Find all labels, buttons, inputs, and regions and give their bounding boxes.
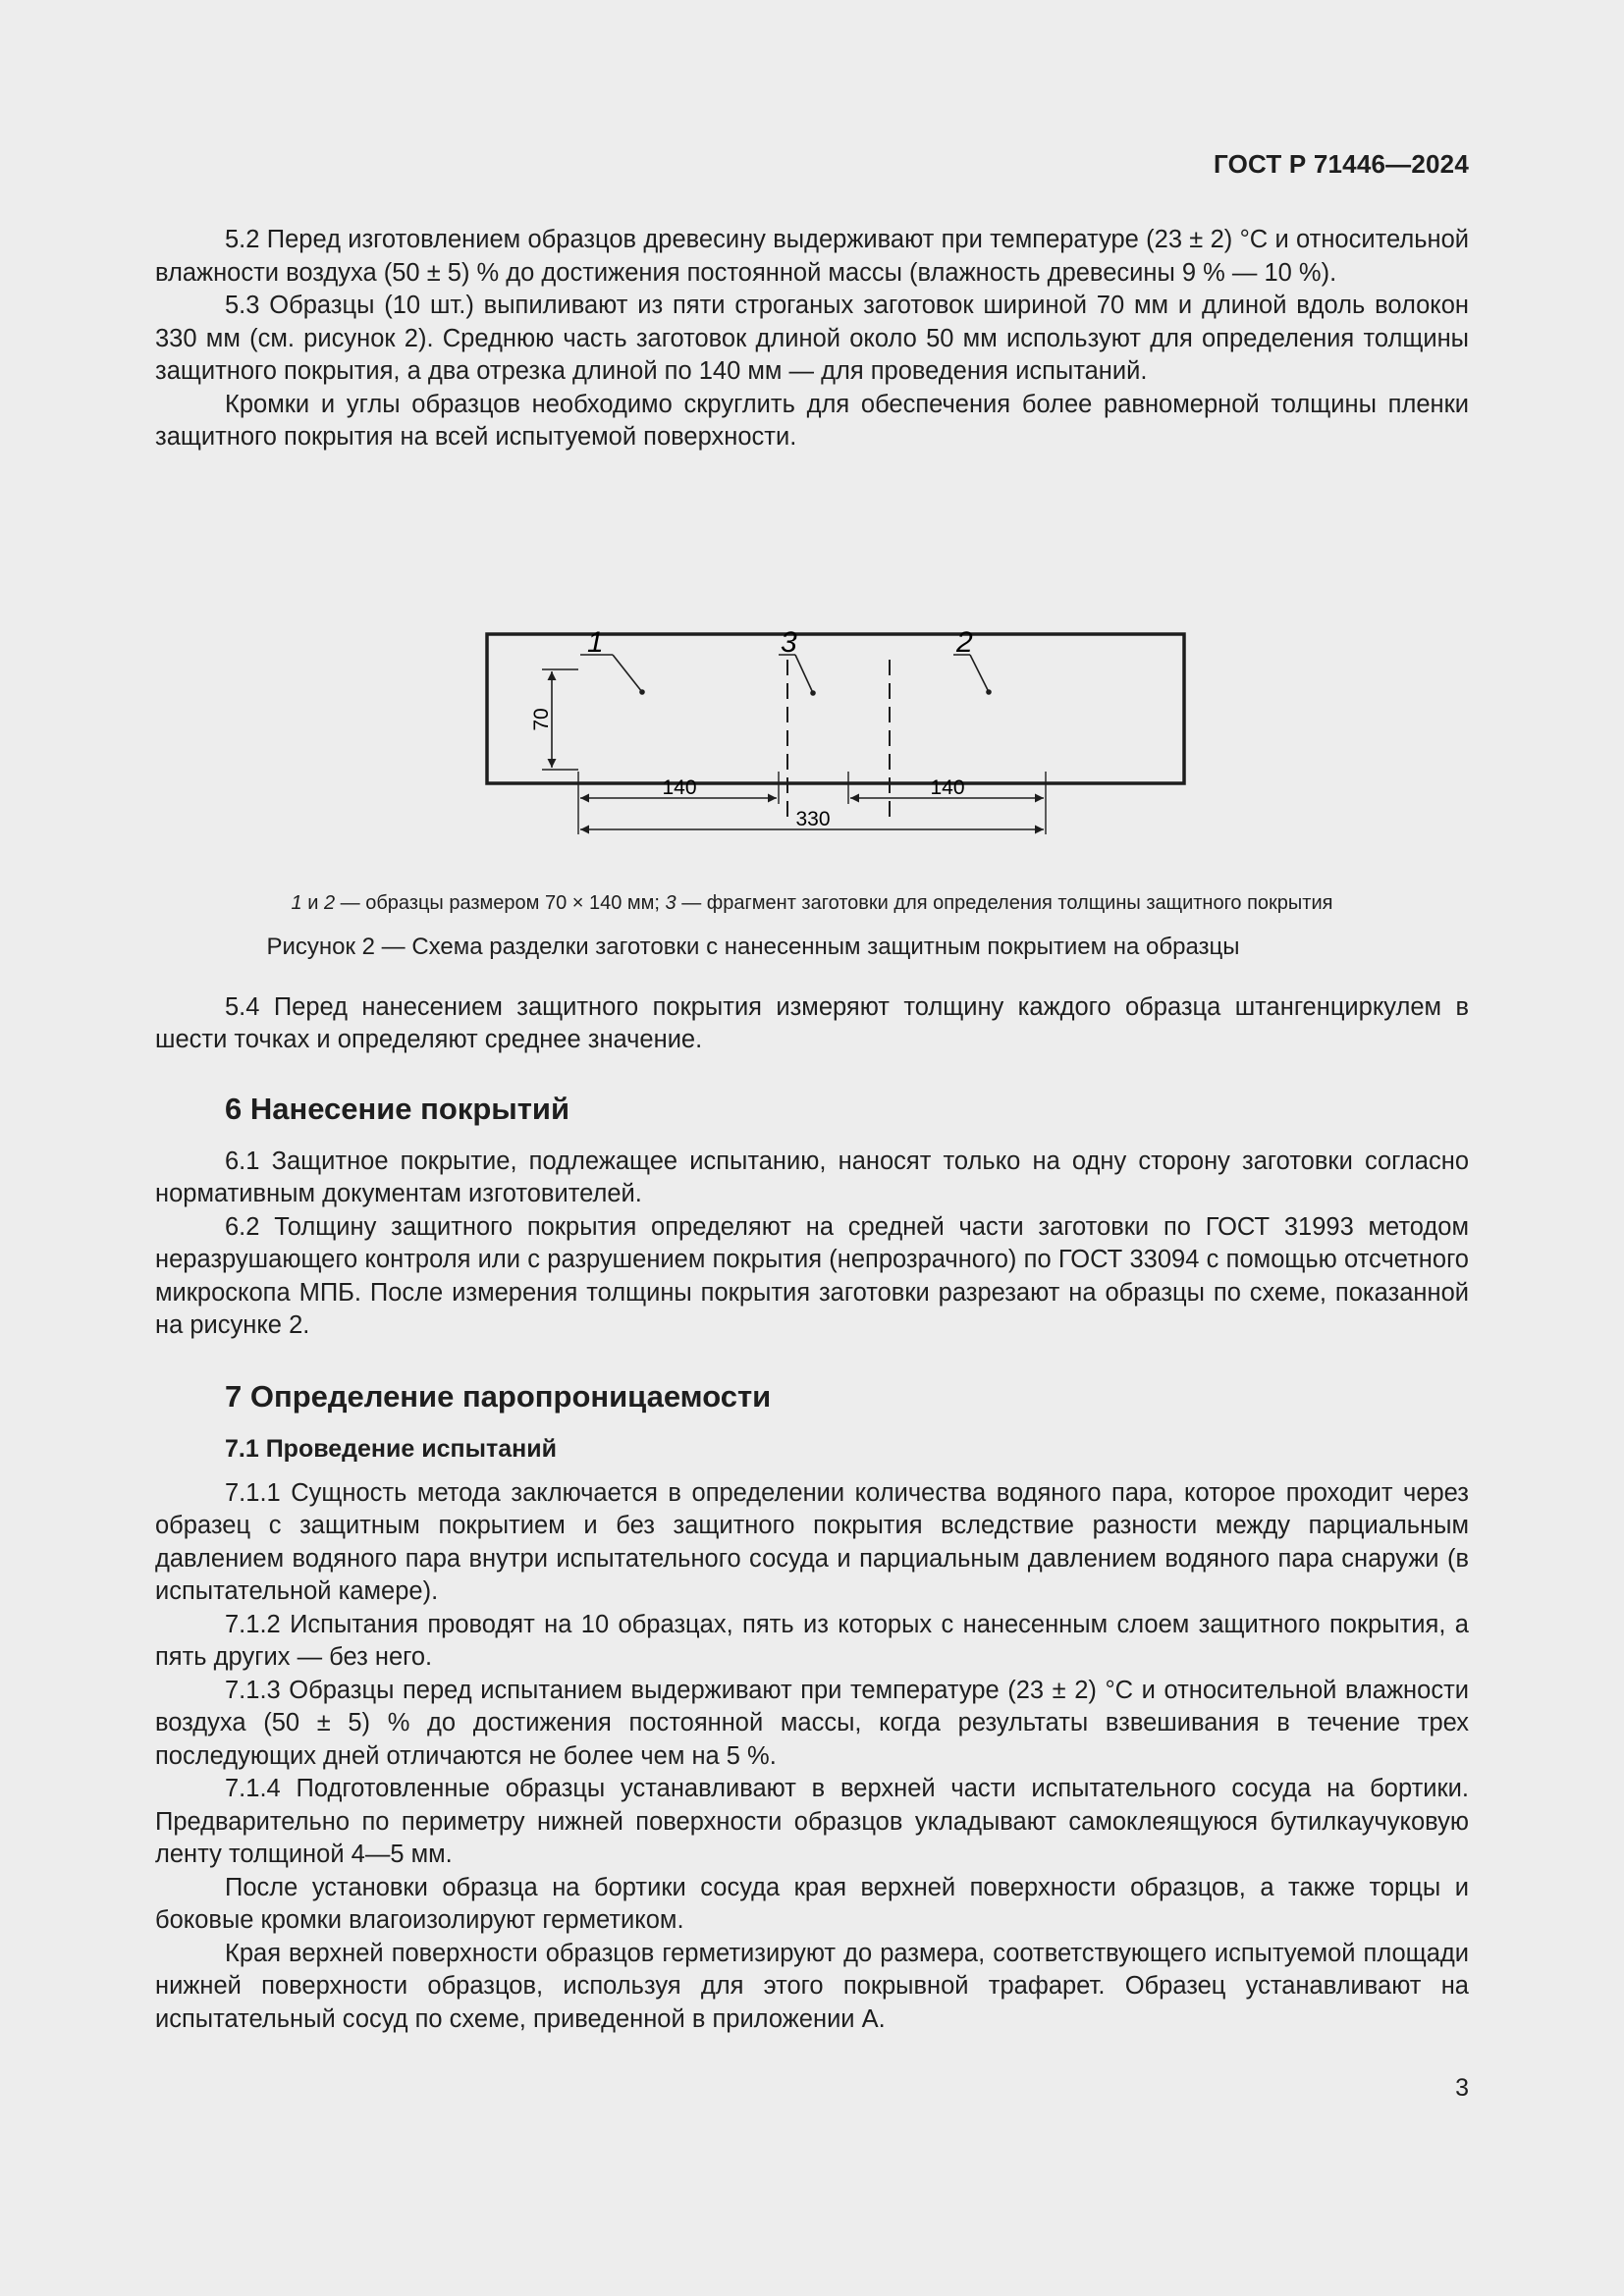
part-label-2: 2	[956, 625, 973, 659]
paragraph-5-2: 5.2 Перед изготовлением образцов древесину выдерживают при температуре (23 ± 2) °C и относительной влажности воздуха (50 ± 5) % до достижения постоянной массы (влажность древесины 9 % — 10 %).	[155, 226, 1469, 287]
leader-dot-3	[810, 690, 816, 696]
paragraph-7-1-4: 7.1.4 Подготовленные образцы устанавливают в верхней части испытательного сосуда на бортики. Предварительно по периметру нижней поверхности образцов укладывают самоклеящуюся бутилкаучуковую ленту толщиной 4—5 мм.	[155, 1775, 1469, 1868]
leader-dot-1	[639, 689, 645, 695]
paragraph-5-3: 5.3 Образцы (10 шт.) выпиливают из пяти строганых заготовок шириной 70 мм и длиной вдоль волокон 330 мм (см. рисунок 2). Среднюю часть заготовок длиной около 50 мм используют для определения толщины защитного покрытия, а два отрезка длиной по 140 мм — для проведения испытаний.	[155, 292, 1469, 385]
paragraph-edges: Кромки и углы образцов необходимо скруглить для обеспечения более равномерной толщины пленки защитного покрытия на всей испытуемой поверхности.	[155, 390, 1469, 451]
figure-2-diagram	[155, 474, 1469, 890]
height-dimension-label: 70	[530, 707, 553, 731]
total-length-label: 330	[795, 807, 831, 830]
page-content	[155, 224, 1469, 2036]
paragraph-6-1: 6.1 Защитное покрытие, подлежащее испытанию, наносят только на одну сторону заготовки согласно нормативным документам изготовителей.	[155, 1147, 1469, 1207]
left-length-label: 140	[662, 775, 697, 799]
figure-legend: 1 и 2 — образцы размером 70 × 140 мм; 3 — фрагмент заготовки для определения толщины защитного покрытия	[291, 891, 1333, 914]
section-6-heading: 6 Нанесение покрытий	[225, 1091, 570, 1126]
page-number: 3	[1455, 2074, 1469, 2102]
paragraph-7-1-2: 7.1.2 Испытания проводят на 10 образцах, пять из которых с нанесенным слоем защитного покрытия, а пять других — без него.	[155, 1610, 1469, 1671]
right-length-label: 140	[930, 775, 965, 799]
part-label-3: 3	[781, 625, 797, 659]
part-label-1: 1	[587, 625, 604, 659]
paragraph-6-2: 6.2 Толщину защитного покрытия определяют на средней части заготовки по ГОСТ 31993 методом неразрушающего контроля или с разрушением покрытия (непрозрачного) по ГОСТ 33094 с помощью отсчетного микроскопа МПБ. После измерения толщины покрытия заготовки разрезают на образцы по схеме, показанной на рисунке 2.	[155, 1212, 1469, 1339]
document-header: ГОСТ Р 71446—2024	[1214, 149, 1469, 179]
paragraph-7-1-3: 7.1.3 Образцы перед испытанием выдерживают при температуре (23 ± 2) °C и относительной влажности воздуха (50 ± 5) % до достижения постоянной массы, когда результаты взвешивания в течение трех последующих дней отличаются не более чем на 5 %.	[155, 1676, 1469, 1770]
paragraph-7-1-1: 7.1.1 Сущность метода заключается в определении количества водяного пара, которое проходит через образец с защитным покрытием и без защитного покрытия вследствие разности между парциальным давлением водяного пара внутри испытательного сосуда и парциальным давлением водяного пара снаружи (в испытательной камере).	[155, 1478, 1469, 1605]
paragraph-5-4: 5.4 Перед нанесением защитного покрытия измеряют толщину каждого образца штангенциркулем в шести точках и определяют среднее значение.	[155, 992, 1469, 1053]
cutting-scheme-drawing	[410, 474, 1216, 890]
paragraph-sealing: После установки образца на бортики сосуда края верхней поверхности образцов, а также торцы и боковые кромки влагоизолируют герметиком.	[155, 1873, 1469, 1934]
leader-dot-2	[986, 689, 992, 695]
paragraph-template: Края верхней поверхности образцов герметизируют до размера, соответствующего испытуемой площади нижней поверхности образцов, используя для этого покрывной трафарет. Образец устанавливают на испытательный сосуд по схеме, приведенной в приложении А.	[155, 1939, 1469, 2033]
figure-caption: Рисунок 2 — Схема разделки заготовки с нанесенным защитным покрытием на образцы	[266, 933, 1240, 960]
subsection-7-1-heading: 7.1 Проведение испытаний	[225, 1434, 557, 1463]
section-7-heading: 7 Определение паропроницаемости	[225, 1378, 772, 1414]
